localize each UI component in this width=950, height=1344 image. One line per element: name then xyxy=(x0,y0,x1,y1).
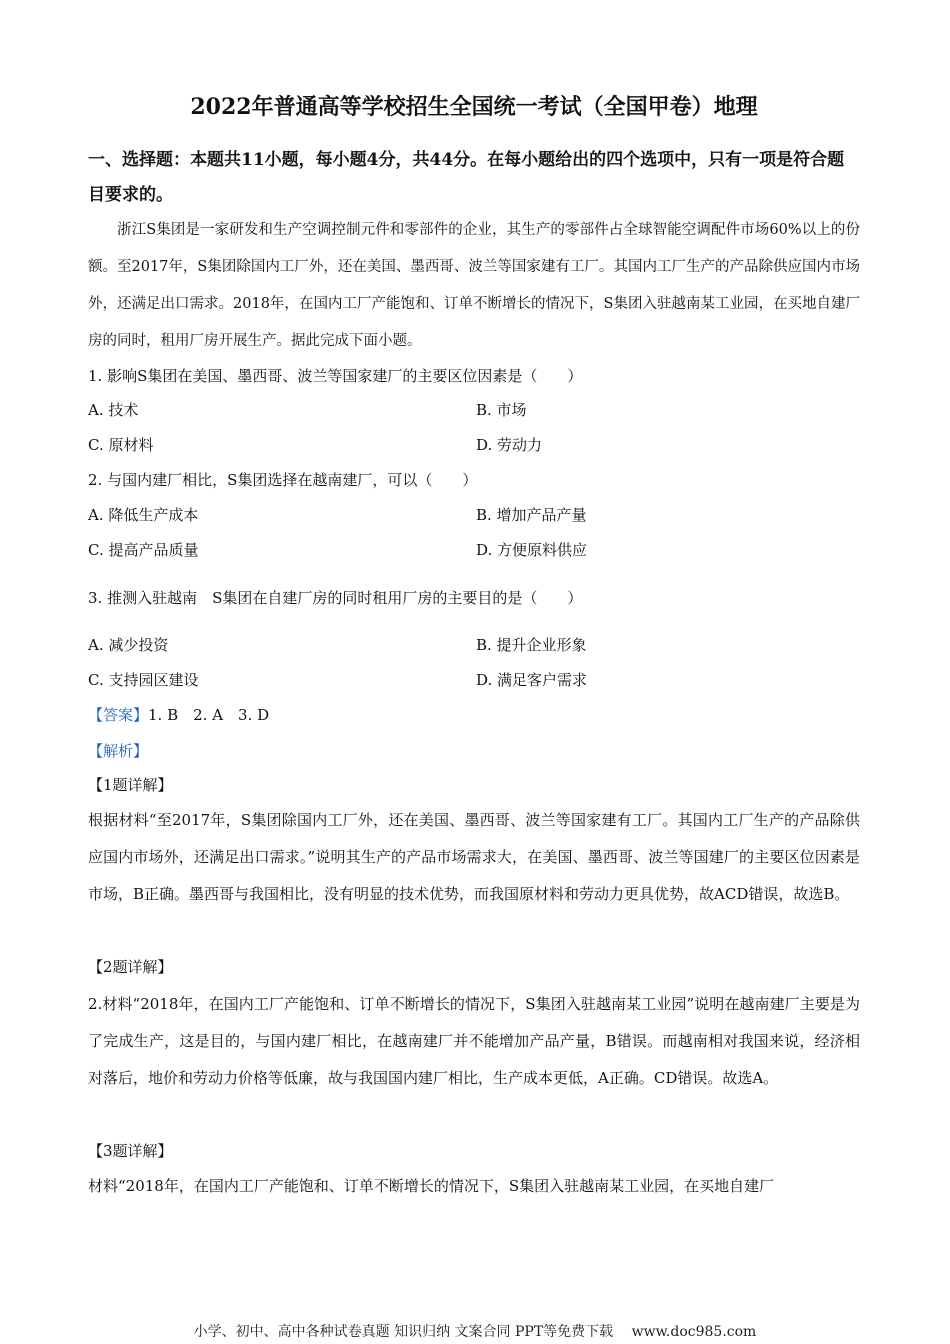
page-title: 2022年普通高等学校招生全国统一考试（全国甲卷）地理 xyxy=(190,94,758,120)
detail-2-heading: 【2题详解】 xyxy=(88,958,173,976)
page-footer: 小学、初中、高中各种试卷真题 知识归纳 文案合同 PPT等免费下载 www.doc985.com xyxy=(193,1324,757,1340)
question-3-stem: 3. 推测入驻越南 S集团在自建厂房的同时租用厂房的主要目的是（ ） xyxy=(88,589,583,607)
question-2-stem: 2. 与国内建厂相比，S集团选择在越南建厂，可以（ ） xyxy=(88,471,478,489)
answer-tag: 【答案】 xyxy=(88,706,149,724)
question-2-option-b: B. 增加产品产量 xyxy=(476,506,587,524)
question-3-option-a: A. 减少投资 xyxy=(88,636,169,654)
detail-1-text: 根据材料“至2017年，S集团除国内工厂外，还在美国、墨西哥、波兰等国家建有工厂。其国内工厂生产的产品除供应国内市场外，还满足出口需求。”说明其生产的产品市场需求大，在美国、墨西哥、波兰等国建厂的主要区位因素是市场，B正确。墨西哥与我国相比，没有明显的技术优势，而我国原材料和劳动力更具优势，故ACD错误，故选B。 xyxy=(88,811,860,903)
question-3-option-c: C. 支持园区建设 xyxy=(88,671,199,689)
question-2-option-d: D. 方便原料供应 xyxy=(476,541,588,559)
section-heading: 一、选择题：本题共11小题，每小题4分，共44分。在每小题给出的四个选项中，只有一项是符合题目要求的。 xyxy=(88,150,845,205)
question-3-option-b: B. 提升企业形象 xyxy=(476,636,587,654)
detail-3-heading: 【3题详解】 xyxy=(88,1142,173,1160)
question-2-option-c: C. 提高产品质量 xyxy=(88,541,199,559)
question-1-option-c: C. 原材料 xyxy=(88,436,154,454)
question-1-option-d: D. 劳动力 xyxy=(476,436,543,454)
question-3-option-d: D. 满足客户需求 xyxy=(476,671,588,689)
question-1-option-b: B. 市场 xyxy=(476,401,527,419)
answer-text: 1. B 2. A 3. D xyxy=(148,706,270,724)
analysis-tag: 【解析】 xyxy=(88,742,149,760)
detail-2-text: 2.材料“2018年，在国内工厂产能饱和、订单不断增长的情况下，S集团入驻越南某工业园”说明在越南建厂主要是为了完成生产，这是目的，与国内建厂相比，在越南建厂并不能增加产品产量，B错误。而越南相对我国来说，经济相对落后，地价和劳动力价格等低廉，故与我国国内建厂相比，生产成本更低，A正确。CD错误。故选A。 xyxy=(88,995,860,1087)
question-1-stem: 1. 影响S集团在美国、墨西哥、波兰等国家建厂的主要区位因素是（ ） xyxy=(88,367,583,385)
question-2-option-a: A. 降低生产成本 xyxy=(88,506,199,524)
question-1-option-a: A. 技术 xyxy=(88,401,139,419)
reading-passage: 浙江S集团是一家研发和生产空调控制元件和零部件的企业，其生产的零部件占全球智能空调配件市场60%以上的份额。至2017年，S集团除国内工厂外，还在美国、墨西哥、波兰等国家建有工厂。其国内工厂生产的产品除供应国内市场外，还满足出口需求。2018年，在国内工厂产能饱和、订单不断增长的情况下，S集团入驻越南某工业园，在买地自建厂房的同时，租用厂房开展生产。据此完成下面小题。 xyxy=(88,222,860,349)
detail-3-text: 材料“2018年，在国内工厂产能饱和、订单不断增长的情况下，S集团入驻越南某工业园，在买地自建厂 xyxy=(88,1177,775,1195)
detail-1-heading: 【1题详解】 xyxy=(88,776,173,794)
answer-line xyxy=(88,704,269,726)
